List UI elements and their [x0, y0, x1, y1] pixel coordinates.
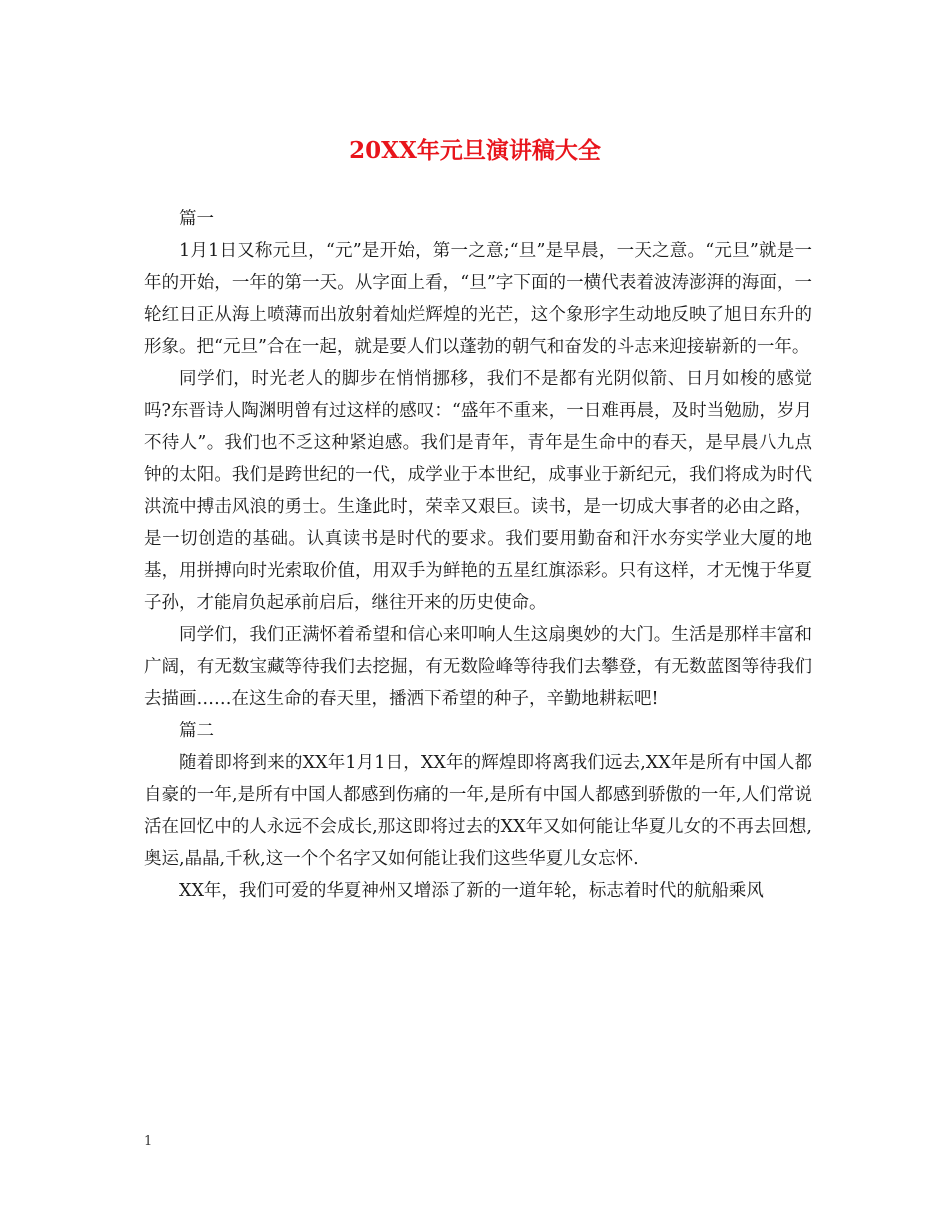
- document-body: [144, 203, 812, 907]
- document-title: 20XX年元旦演讲稿大全: [349, 137, 601, 164]
- body-paragraph: 1月1日又称元旦，“元”是开始，第一之意;“旦”是早晨，一天之意。“元旦”就是一年的开始，一年的第一天。从字面上看，“旦”字下面的一横代表着波涛澎湃的海面，一轮红日正从海上喷薄而出放射着灿烂辉煌的光芒，这个象形字生动地反映了旭日东升的形象。把“元旦”合在一起，就是要人们以蓬勃的朝气和奋发的斗志来迎接崭新的一年。: [144, 241, 812, 357]
- section-heading: 篇二: [179, 721, 214, 741]
- body-paragraph: 同学们，我们正满怀着希望和信心来叩响人生这扇奥妙的大门。生活是那样丰富和广阔，有无数宝藏等待我们去挖掘，有无数险峰等待我们去攀登，有无数蓝图等待我们去描画……在这生命的春天里，播洒下希望的种子，辛勤地耕耘吧!: [144, 625, 812, 709]
- section-heading: 篇一: [179, 209, 214, 229]
- body-paragraph: 随着即将到来的XX年1月1日，XX年的辉煌即将离我们远去,XX年是所有中国人都自豪的一年,是所有中国人都感到伤痛的一年,是所有中国人都感到骄傲的一年,人们常说活在回忆中的人永远不会成长,那这即将过去的XX年又如何能让华夏儿女的不再去回想,奥运,晶晶,千秋,这一个个名字又如何能让我们这些华夏儿女忘怀.: [144, 753, 812, 869]
- body-paragraph: XX年，我们可爱的华夏神州又增添了新的一道年轮，标志着时代的航船乘风: [179, 881, 764, 901]
- page-number: 1: [144, 1134, 153, 1149]
- body-paragraph: 同学们，时光老人的脚步在悄悄挪移，我们不是都有光阴似箭、日月如梭的感觉吗?东晋诗人陶渊明曾有过这样的感叹：“盛年不重来，一日难再晨，及时当勉励，岁月不待人”。我们也不乏这种紧迫感。我们是青年，青年是生命中的春天，是早晨八九点钟的太阳。我们是跨世纪的一代，成学业于本世纪，成事业于新纪元，我们将成为时代洪流中搏击风浪的勇士。生逢此时，荣幸又艰巨。读书，是一切成大事者的必由之路，是一切创造的基础。认真读书是时代的要求。我们要用勤奋和汗水夯实学业大厦的地基，用拼搏向时光索取价值，用双手为鲜艳的五星红旗添彩。只有这样，才无愧于华夏子孙，才能肩负起承前启后，继往开来的历史使命。: [144, 369, 812, 613]
